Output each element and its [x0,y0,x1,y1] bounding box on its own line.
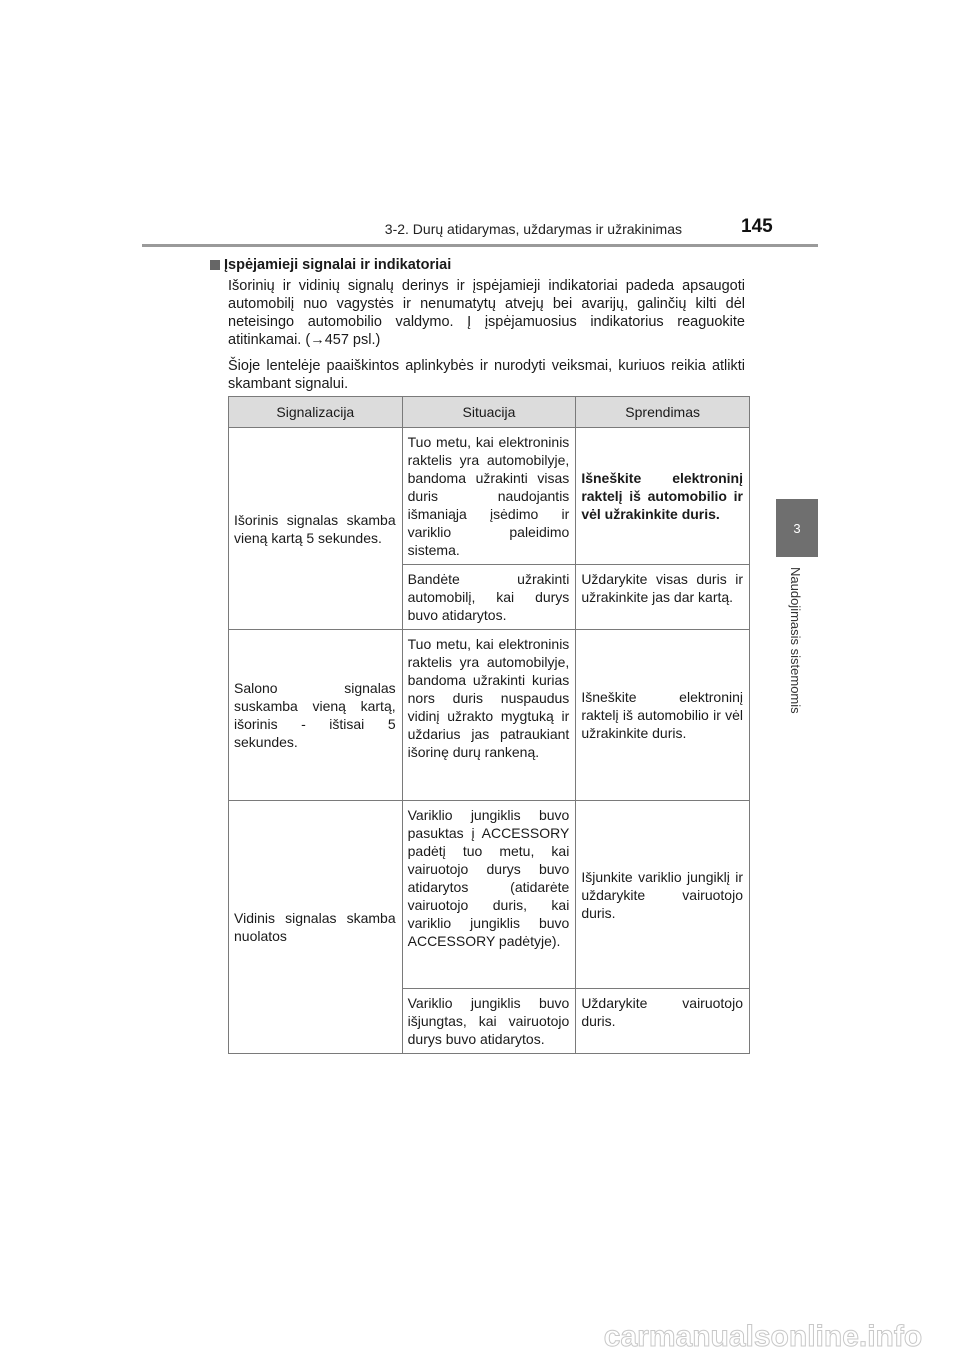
solution-cell: Uždarykite vairuotojo duris. [576,989,750,1054]
table-header-row [229,397,750,428]
section-heading-text: Įspėjamieji signalai ir indikatoriai [224,257,452,273]
page-number: 145 [741,216,773,237]
warning-signals-table [228,396,750,1054]
table-intro-paragraph: Šioje lentelėje paaiškintos aplinkybės ir nurodyti veiksmai, kuriuos reikia atlikti skambant signalui. [228,358,745,392]
section-heading [210,256,745,274]
situation-cell: Variklio jungiklis buvo pasuktas į ACCESSORY padėtį tuo metu, kai vairuotojo durys buvo atidarytos (atidarėte vairuotojo duris, kai variklio jungiklis buvo ACCESSORY padėtyje). [402,801,576,989]
intro-paragraph: Išorinių ir vidinių signalų derinys ir įspėjamieji indikatoriai padeda apsaugoti automobilį nuo vagystės ir nenumatytų atvejų bei avarijų, galinčių kilti dėl neteisingo automobilio valdymo. Į įspėjamuosius indikatorius reaguokite atitinkamai. (→457 psl.) [228,278,745,348]
solution-cell: Išneškite elektroninį raktelį iš automobilio ir vėl užrakinkite duris. [576,630,750,801]
signal-cell: Išorinis signalas skamba vieną kartą 5 sekundes. [229,428,403,630]
table-row [229,801,750,989]
chapter-tab: 3 [776,499,818,557]
header-signal: Signalizacija [229,397,403,428]
signal-cell: Vidinis signalas skamba nuolatos [229,801,403,1054]
table-row [229,428,750,565]
header-situation: Situacija [402,397,576,428]
header-solution: Sprendimas [576,397,750,428]
square-bullet-icon [210,260,220,270]
watermark-logo [578,1316,948,1356]
solution-cell: Išneškite elektroninį raktelį iš automobilio ir vėl užrakinkite duris. [576,428,750,565]
signal-cell: Salono signalas suskamba vieną kartą, išorinis - ištisai 5 sekundes. [229,630,403,801]
header-title: 3-2. Durų atidarymas, uždarymas ir užrakinimas [384,221,682,237]
situation-cell: Variklio jungiklis buvo išjungtas, kai vairuotojo durys buvo atidarytos. [402,989,576,1054]
header-rule [142,244,818,247]
chapter-side-title: Naudojimasis sistemomis [788,567,803,714]
watermark-text: carmanualsonline.info [603,1320,923,1353]
situation-cell: Bandėte užrakinti automobilį, kai durys buvo atidarytos. [402,565,576,630]
section [210,256,745,401]
solution-cell: Išjunkite variklio jungiklį ir uždarykite vairuotojo duris. [576,801,750,989]
table-row [229,630,750,801]
solution-cell: Uždarykite visas duris ir užrakinkite jas dar kartą. [576,565,750,630]
situation-cell: Tuo metu, kai elektroninis raktelis yra automobilyje, bandoma užrakinti kurias nors duris nuspaudus vidinį užrakto mygtuką ir uždarius jas patraukiant išorinę durų rankeną. [402,630,576,801]
situation-cell: Tuo metu, kai elektroninis raktelis yra automobilyje, bandoma užrakinti visas duris naudojantis išmaniąja įsėdimo ir variklio paleidimo sistema. [402,428,576,565]
